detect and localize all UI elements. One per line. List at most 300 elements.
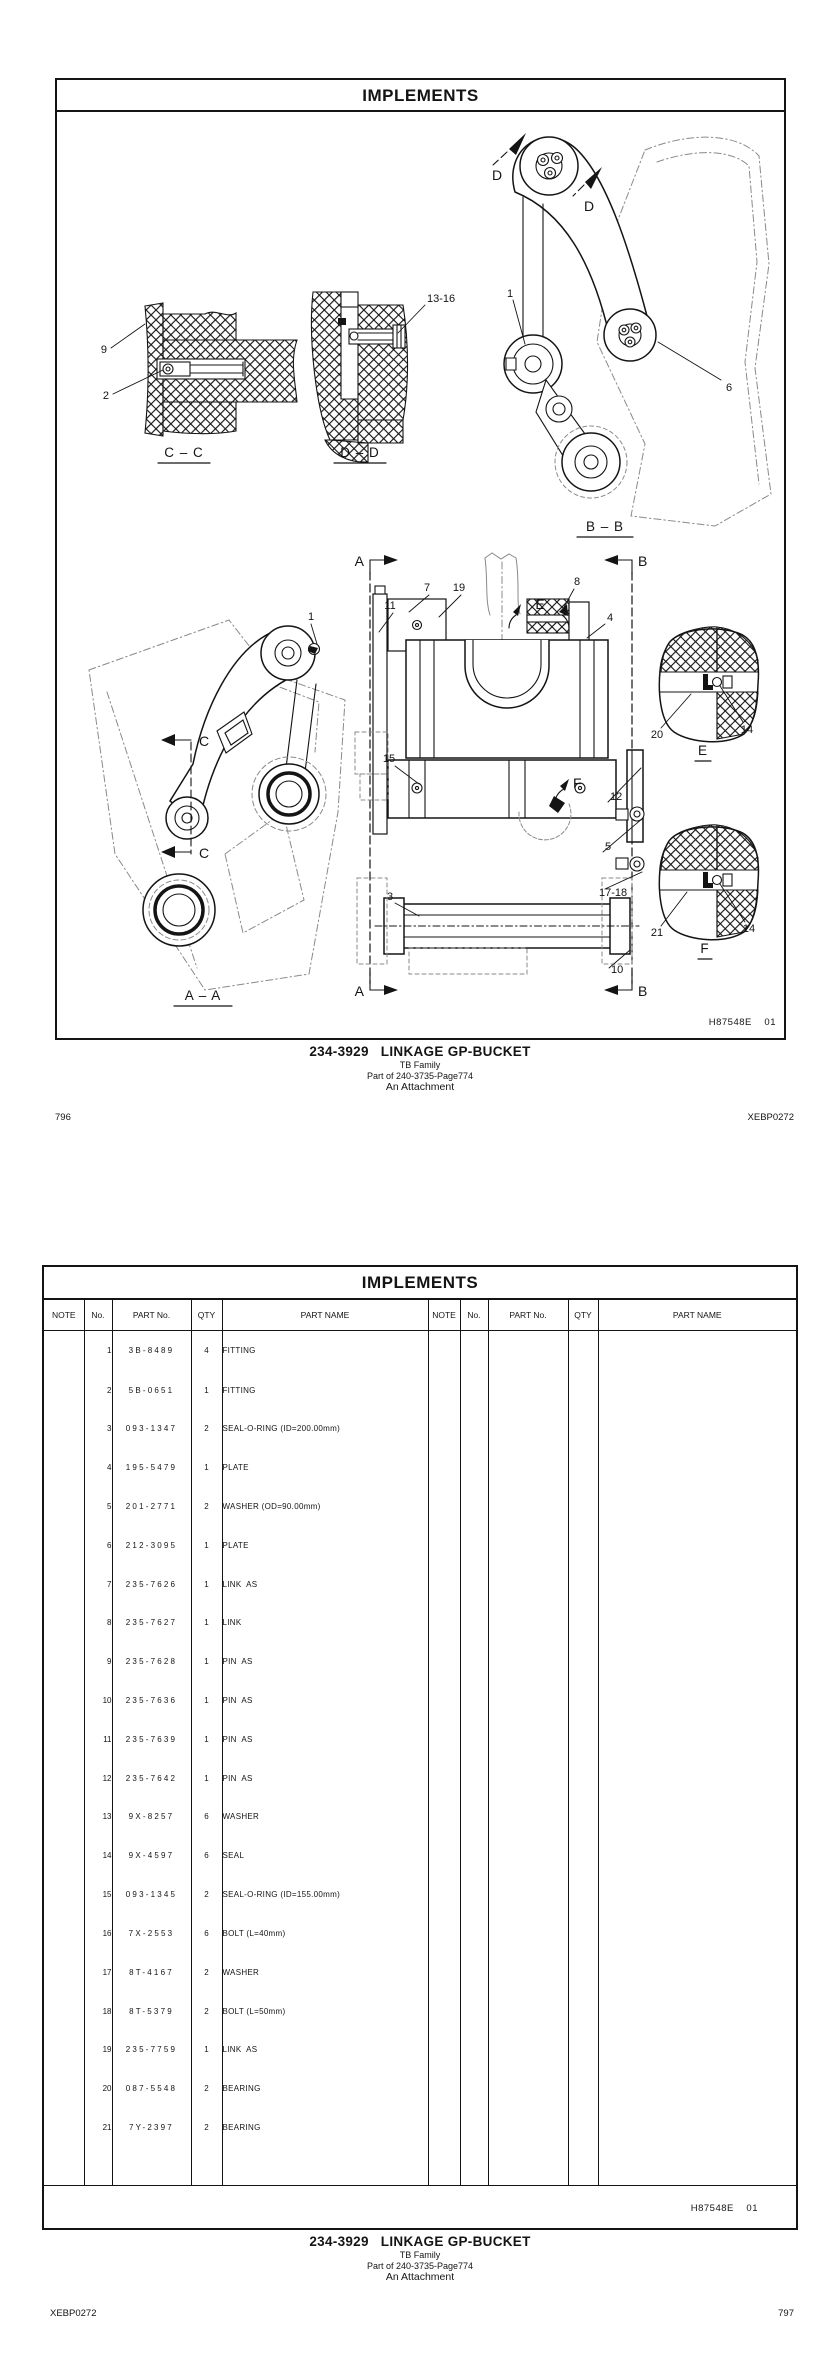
cell-part-name <box>598 1448 796 1487</box>
cell-note <box>44 1798 84 1837</box>
callout-21: 21 <box>650 927 664 939</box>
cell-note <box>44 1448 84 1487</box>
callout-1: 1 <box>506 288 514 300</box>
detail-arrow-e: E <box>535 596 545 612</box>
cell-qty <box>568 1409 598 1448</box>
cell-no <box>460 1914 488 1953</box>
cell-empty <box>488 2147 568 2186</box>
cell-part-name: WASHER (OD=90.00mm) <box>222 1487 428 1526</box>
cell-part-no <box>488 2030 568 2069</box>
parts-list-page <box>42 1265 798 2230</box>
view-label-cc: C – C <box>164 445 204 460</box>
cell-part-name <box>598 1603 796 1642</box>
view-label-e: E <box>697 743 709 758</box>
cell-no: 21 <box>84 2108 112 2147</box>
section-arrow-b: B <box>638 983 648 999</box>
col-header-qty: QTY <box>191 1300 222 1331</box>
col-header-part-name: PART NAME <box>222 1300 428 1331</box>
cell-qty: 1 <box>191 2030 222 2069</box>
cell-part-no <box>488 1798 568 1837</box>
cell-qty: 6 <box>191 1914 222 1953</box>
callout-6: 6 <box>726 382 733 394</box>
cell-part-name: SEAL <box>222 1836 428 1875</box>
cell-note <box>428 2069 460 2108</box>
cell-qty: 1 <box>191 1681 222 1720</box>
cell-no: 4 <box>84 1448 112 1487</box>
cell-qty: 1 <box>191 1720 222 1759</box>
view-label-f: F <box>700 941 710 956</box>
cell-note <box>44 1992 84 2031</box>
cell-no <box>460 1836 488 1875</box>
cell-part-name <box>598 1992 796 2031</box>
detail-view-f <box>651 825 759 959</box>
cell-qty <box>568 2069 598 2108</box>
parts-list-caption <box>0 2234 840 2284</box>
cell-part-name: SEAL-O-RING (ID=155.00mm) <box>222 1875 428 1914</box>
book-code: XEBP0272 <box>747 1112 794 1123</box>
cell-part-name <box>598 2069 796 2108</box>
cell-empty <box>112 2147 191 2186</box>
cell-no <box>460 1953 488 1992</box>
cell-note <box>428 1836 460 1875</box>
view-label-bb: B – B <box>585 519 625 534</box>
col-header-qty: QTY <box>568 1300 598 1331</box>
part-number: 234-3929 <box>309 2234 369 2249</box>
cell-note <box>44 1409 84 1448</box>
col-header-part-no: PART No. <box>488 1300 568 1331</box>
cell-no: 20 <box>84 2069 112 2108</box>
cell-no <box>460 1681 488 1720</box>
cell-part-name: WASHER <box>222 1953 428 1992</box>
cell-part-no: 093-1347 <box>112 1409 191 1448</box>
callout-10: 10 <box>611 964 624 976</box>
page-number: 797 <box>778 2308 794 2319</box>
cell-qty <box>568 1371 598 1410</box>
cell-no <box>460 1642 488 1681</box>
cell-note <box>44 1487 84 1526</box>
cell-part-no: 093-1345 <box>112 1875 191 1914</box>
cell-note <box>44 1720 84 1759</box>
cell-note <box>428 1875 460 1914</box>
cell-qty: 1 <box>191 1371 222 1410</box>
cell-qty: 1 <box>191 1642 222 1681</box>
cell-part-no <box>488 1681 568 1720</box>
part-row <box>44 1992 796 2031</box>
cell-empty <box>84 2147 112 2186</box>
cell-part-name <box>598 1914 796 1953</box>
cell-part-no: 235-7759 <box>112 2030 191 2069</box>
table-bottom-strip <box>44 2185 796 2228</box>
section-arrow-a: A <box>354 553 364 569</box>
section-view-dd <box>312 292 456 463</box>
callout-1: 1 <box>307 611 315 623</box>
cell-no: 15 <box>84 1875 112 1914</box>
cell-note <box>44 1331 84 1371</box>
cell-qty <box>568 1526 598 1565</box>
cell-part-no: 7X-2553 <box>112 1914 191 1953</box>
section-view-aa <box>89 611 345 1006</box>
cell-qty <box>568 1992 598 2031</box>
section-arrow-b: B <box>638 553 648 569</box>
part-row <box>44 1759 796 1798</box>
cell-empty <box>44 2147 84 2186</box>
cell-part-name: WASHER <box>222 1798 428 1837</box>
arrow-label-d: D <box>491 167 503 183</box>
cell-part-name: BOLT (L=40mm) <box>222 1914 428 1953</box>
part-row <box>44 1681 796 1720</box>
part-row <box>44 1371 796 1410</box>
cell-note <box>44 1603 84 1642</box>
cell-no: 8 <box>84 1603 112 1642</box>
cell-qty <box>568 1720 598 1759</box>
cell-note <box>428 2108 460 2147</box>
book-code: XEBP0272 <box>50 2308 97 2319</box>
cell-part-no: 201-2771 <box>112 1487 191 1526</box>
cell-part-name <box>598 1565 796 1604</box>
main-assembly-view <box>355 553 648 999</box>
cell-part-name <box>598 1953 796 1992</box>
cell-part-no: 8T-4167 <box>112 1953 191 1992</box>
cell-qty <box>568 1331 598 1371</box>
cell-part-name <box>598 2108 796 2147</box>
cell-qty <box>568 1836 598 1875</box>
part-row <box>44 1953 796 1992</box>
cell-note <box>44 1371 84 1410</box>
cell-no <box>460 2069 488 2108</box>
cell-qty <box>568 1914 598 1953</box>
cell-note <box>44 1642 84 1681</box>
caption-attachment: An Attachment <box>385 1081 455 1094</box>
part-row <box>44 1642 796 1681</box>
cell-part-name: PLATE <box>222 1448 428 1487</box>
caption-title <box>0 1044 840 1060</box>
callout-7: 7 <box>423 582 431 594</box>
cell-no: 9 <box>84 1642 112 1681</box>
section-arrow-c: C <box>199 733 210 749</box>
figure-page <box>55 78 786 1040</box>
cell-part-name <box>598 1720 796 1759</box>
cell-no: 1 <box>84 1331 112 1371</box>
cell-note <box>44 1565 84 1604</box>
cell-part-no: 3B-8489 <box>112 1331 191 1371</box>
cell-part-no <box>488 1875 568 1914</box>
cell-no: 7 <box>84 1565 112 1604</box>
cell-part-name: LINK AS <box>222 2030 428 2069</box>
cell-part-no: 235-7627 <box>112 1603 191 1642</box>
cell-note <box>44 1914 84 1953</box>
cell-part-no <box>488 1992 568 2031</box>
cell-no: 18 <box>84 1992 112 2031</box>
cell-no <box>460 2108 488 2147</box>
callout-13-16: 13-16 <box>427 293 456 305</box>
callout-17-18: 17-18 <box>599 887 628 899</box>
cell-note <box>428 1953 460 1992</box>
cell-qty: 2 <box>191 1409 222 1448</box>
cell-part-no <box>488 1448 568 1487</box>
cell-part-name: BOLT (L=50mm) <box>222 1992 428 2031</box>
cell-note <box>44 2108 84 2147</box>
cell-no <box>460 1720 488 1759</box>
cell-part-no <box>488 1759 568 1798</box>
part-row <box>44 1487 796 1526</box>
section-arrow-a: A <box>354 983 364 999</box>
cell-qty: 2 <box>191 1487 222 1526</box>
cell-qty <box>568 1565 598 1604</box>
cell-empty <box>191 2147 222 2186</box>
cell-part-name: LINK <box>222 1603 428 1642</box>
caption-part-of: Part of 240-3735-Page774 <box>366 1070 474 1081</box>
cell-part-name: PIN AS <box>222 1759 428 1798</box>
cell-part-no: 195-5479 <box>112 1448 191 1487</box>
cell-qty: 1 <box>191 1526 222 1565</box>
cell-no <box>460 1565 488 1604</box>
cell-part-name <box>598 1371 796 1410</box>
cell-note <box>428 1565 460 1604</box>
cell-no: 14 <box>84 1836 112 1875</box>
section-arrow-c: C <box>199 845 210 861</box>
table-header-row <box>44 1300 796 1331</box>
cell-part-name <box>598 2030 796 2069</box>
part-row <box>44 1914 796 1953</box>
cell-qty <box>568 1759 598 1798</box>
cell-note <box>428 2030 460 2069</box>
cell-empty <box>460 2147 488 2186</box>
cell-part-name <box>598 1681 796 1720</box>
cell-note <box>428 1331 460 1371</box>
callout-11: 11 <box>384 600 396 612</box>
cell-empty <box>428 2147 460 2186</box>
cell-no: 10 <box>84 1681 112 1720</box>
cell-part-no: 235-7642 <box>112 1759 191 1798</box>
part-title: LINKAGE GP-BUCKET <box>380 2234 531 2249</box>
cell-part-name <box>598 1331 796 1371</box>
cell-no <box>460 1448 488 1487</box>
arrow-label-d: D <box>583 198 595 214</box>
detail-arrow-f: F <box>573 775 582 791</box>
part-row <box>44 1720 796 1759</box>
callout-9: 9 <box>100 344 107 356</box>
part-row <box>44 2030 796 2069</box>
section-view-bb <box>492 133 771 537</box>
part-row <box>44 1526 796 1565</box>
empty-filler-row <box>44 2147 796 2186</box>
callout-14: 14 <box>742 923 756 935</box>
cell-qty: 1 <box>191 1448 222 1487</box>
cell-qty <box>568 1798 598 1837</box>
cell-part-no: 235-7626 <box>112 1565 191 1604</box>
cell-part-no <box>488 1487 568 1526</box>
cell-note <box>428 1371 460 1410</box>
cell-part-name: BEARING <box>222 2108 428 2147</box>
cell-part-no: 212-3095 <box>112 1526 191 1565</box>
cell-no <box>460 2030 488 2069</box>
cell-part-name <box>598 1875 796 1914</box>
part-row <box>44 2069 796 2108</box>
cell-part-name: PIN AS <box>222 1681 428 1720</box>
cell-note <box>44 1953 84 1992</box>
cell-part-name: LINK AS <box>222 1565 428 1604</box>
cell-part-name <box>598 1409 796 1448</box>
cell-qty <box>568 1642 598 1681</box>
part-row <box>44 1603 796 1642</box>
callout-8: 8 <box>573 576 581 588</box>
cell-empty <box>222 2147 428 2186</box>
col-header-part-name: PART NAME <box>598 1300 796 1331</box>
callout-14: 14 <box>740 724 754 736</box>
cell-note <box>428 1720 460 1759</box>
cell-qty <box>568 1875 598 1914</box>
cell-no <box>460 1603 488 1642</box>
cell-part-name: FITTING <box>222 1371 428 1410</box>
part-number: 234-3929 <box>309 1044 369 1059</box>
cell-note <box>44 1759 84 1798</box>
cell-no: 13 <box>84 1798 112 1837</box>
callout-15: 15 <box>382 753 396 765</box>
page-title: IMPLEMENTS <box>44 1267 796 1300</box>
cell-note <box>428 1603 460 1642</box>
drawing-number: H87548E 01 <box>708 1017 776 1028</box>
cell-part-no <box>488 1526 568 1565</box>
part-title: LINKAGE GP-BUCKET <box>380 1044 531 1059</box>
cell-qty <box>568 1448 598 1487</box>
cell-part-no: 9X-4597 <box>112 1836 191 1875</box>
caption-attachment: An Attachment <box>385 2271 455 2284</box>
cell-part-no <box>488 1720 568 1759</box>
cell-note <box>428 1409 460 1448</box>
cell-part-no <box>488 1836 568 1875</box>
cell-part-no: 5B-0651 <box>112 1371 191 1410</box>
callout-3: 3 <box>386 891 394 903</box>
cell-qty: 2 <box>191 1953 222 1992</box>
cell-part-no <box>488 1409 568 1448</box>
cell-qty: 1 <box>191 1603 222 1642</box>
callout-19: 19 <box>452 582 466 594</box>
cell-no: 19 <box>84 2030 112 2069</box>
cell-part-name: BEARING <box>222 2069 428 2108</box>
cell-qty: 2 <box>191 1875 222 1914</box>
cell-qty <box>568 1681 598 1720</box>
caption-family: TB Family <box>399 2249 441 2260</box>
cell-no: 12 <box>84 1759 112 1798</box>
cell-qty: 1 <box>191 1759 222 1798</box>
part-row <box>44 1875 796 1914</box>
part-row <box>44 2108 796 2147</box>
cell-no: 6 <box>84 1526 112 1565</box>
cell-empty <box>568 2147 598 2186</box>
cell-part-name: PIN AS <box>222 1642 428 1681</box>
caption-title <box>0 2234 840 2250</box>
cell-part-no <box>488 1603 568 1642</box>
section-view-cc <box>101 303 297 463</box>
cell-part-name: PIN AS <box>222 1720 428 1759</box>
cell-part-no <box>488 1914 568 1953</box>
cell-part-name: FITTING <box>222 1331 428 1371</box>
col-header-note: NOTE <box>44 1300 84 1331</box>
part-row <box>44 1565 796 1604</box>
cell-no <box>460 1875 488 1914</box>
col-header-part-no: PART No. <box>112 1300 191 1331</box>
cell-qty: 2 <box>191 2069 222 2108</box>
cell-note <box>428 1992 460 2031</box>
callout-20: 20 <box>650 729 664 741</box>
cell-qty: 4 <box>191 1331 222 1371</box>
part-row <box>44 1409 796 1448</box>
cell-note <box>428 1487 460 1526</box>
cell-note <box>44 2069 84 2108</box>
cell-part-no <box>488 1331 568 1371</box>
cell-part-no <box>488 2069 568 2108</box>
col-header-no: No. <box>84 1300 112 1331</box>
cell-no: 17 <box>84 1953 112 1992</box>
cell-note <box>44 1836 84 1875</box>
callout-2: 2 <box>102 390 109 402</box>
cell-part-name: PLATE <box>222 1526 428 1565</box>
col-header-note: NOTE <box>428 1300 460 1331</box>
cell-part-no: 087-5548 <box>112 2069 191 2108</box>
cell-part-name <box>598 1487 796 1526</box>
cell-qty: 2 <box>191 1992 222 2031</box>
cell-qty: 6 <box>191 1836 222 1875</box>
cell-part-no <box>488 1371 568 1410</box>
cell-note <box>428 1759 460 1798</box>
cell-note <box>44 1526 84 1565</box>
cell-qty <box>568 1603 598 1642</box>
cell-empty <box>598 2147 796 2186</box>
cell-note <box>428 1642 460 1681</box>
cell-note <box>428 1448 460 1487</box>
cell-part-no <box>488 1953 568 1992</box>
page-number: 796 <box>55 1112 71 1123</box>
technical-drawing <box>57 112 784 1036</box>
cell-no <box>460 1331 488 1371</box>
cell-qty: 2 <box>191 2108 222 2147</box>
cell-qty <box>568 1953 598 1992</box>
cell-no <box>460 1487 488 1526</box>
cell-part-name <box>598 1642 796 1681</box>
page-title: IMPLEMENTS <box>57 80 784 112</box>
part-row <box>44 1798 796 1837</box>
figure-caption <box>0 1044 840 1094</box>
cell-part-name <box>598 1526 796 1565</box>
cell-part-no <box>488 1642 568 1681</box>
parts-table-body <box>44 1331 796 2187</box>
cell-part-name <box>598 1759 796 1798</box>
cell-part-no: 235-7639 <box>112 1720 191 1759</box>
cell-part-no: 8T-5379 <box>112 1992 191 2031</box>
cell-part-no <box>488 1565 568 1604</box>
cell-no <box>460 1371 488 1410</box>
caption-family: TB Family <box>399 1059 441 1070</box>
cell-qty <box>568 2030 598 2069</box>
part-row <box>44 1448 796 1487</box>
cell-note <box>428 1798 460 1837</box>
cell-part-no: 235-7628 <box>112 1642 191 1681</box>
cell-part-name: SEAL-O-RING (ID=200.00mm) <box>222 1409 428 1448</box>
cell-no: 16 <box>84 1914 112 1953</box>
cell-no <box>460 1798 488 1837</box>
cell-note <box>44 1681 84 1720</box>
col-header-no: No. <box>460 1300 488 1331</box>
cell-note <box>44 2030 84 2069</box>
cell-qty <box>568 1487 598 1526</box>
cell-part-name <box>598 1798 796 1837</box>
view-label-aa: A – A <box>184 988 222 1003</box>
cell-part-no <box>488 2108 568 2147</box>
cell-note <box>428 1526 460 1565</box>
part-row <box>44 1836 796 1875</box>
cell-no: 11 <box>84 1720 112 1759</box>
detail-view-e <box>651 627 759 761</box>
